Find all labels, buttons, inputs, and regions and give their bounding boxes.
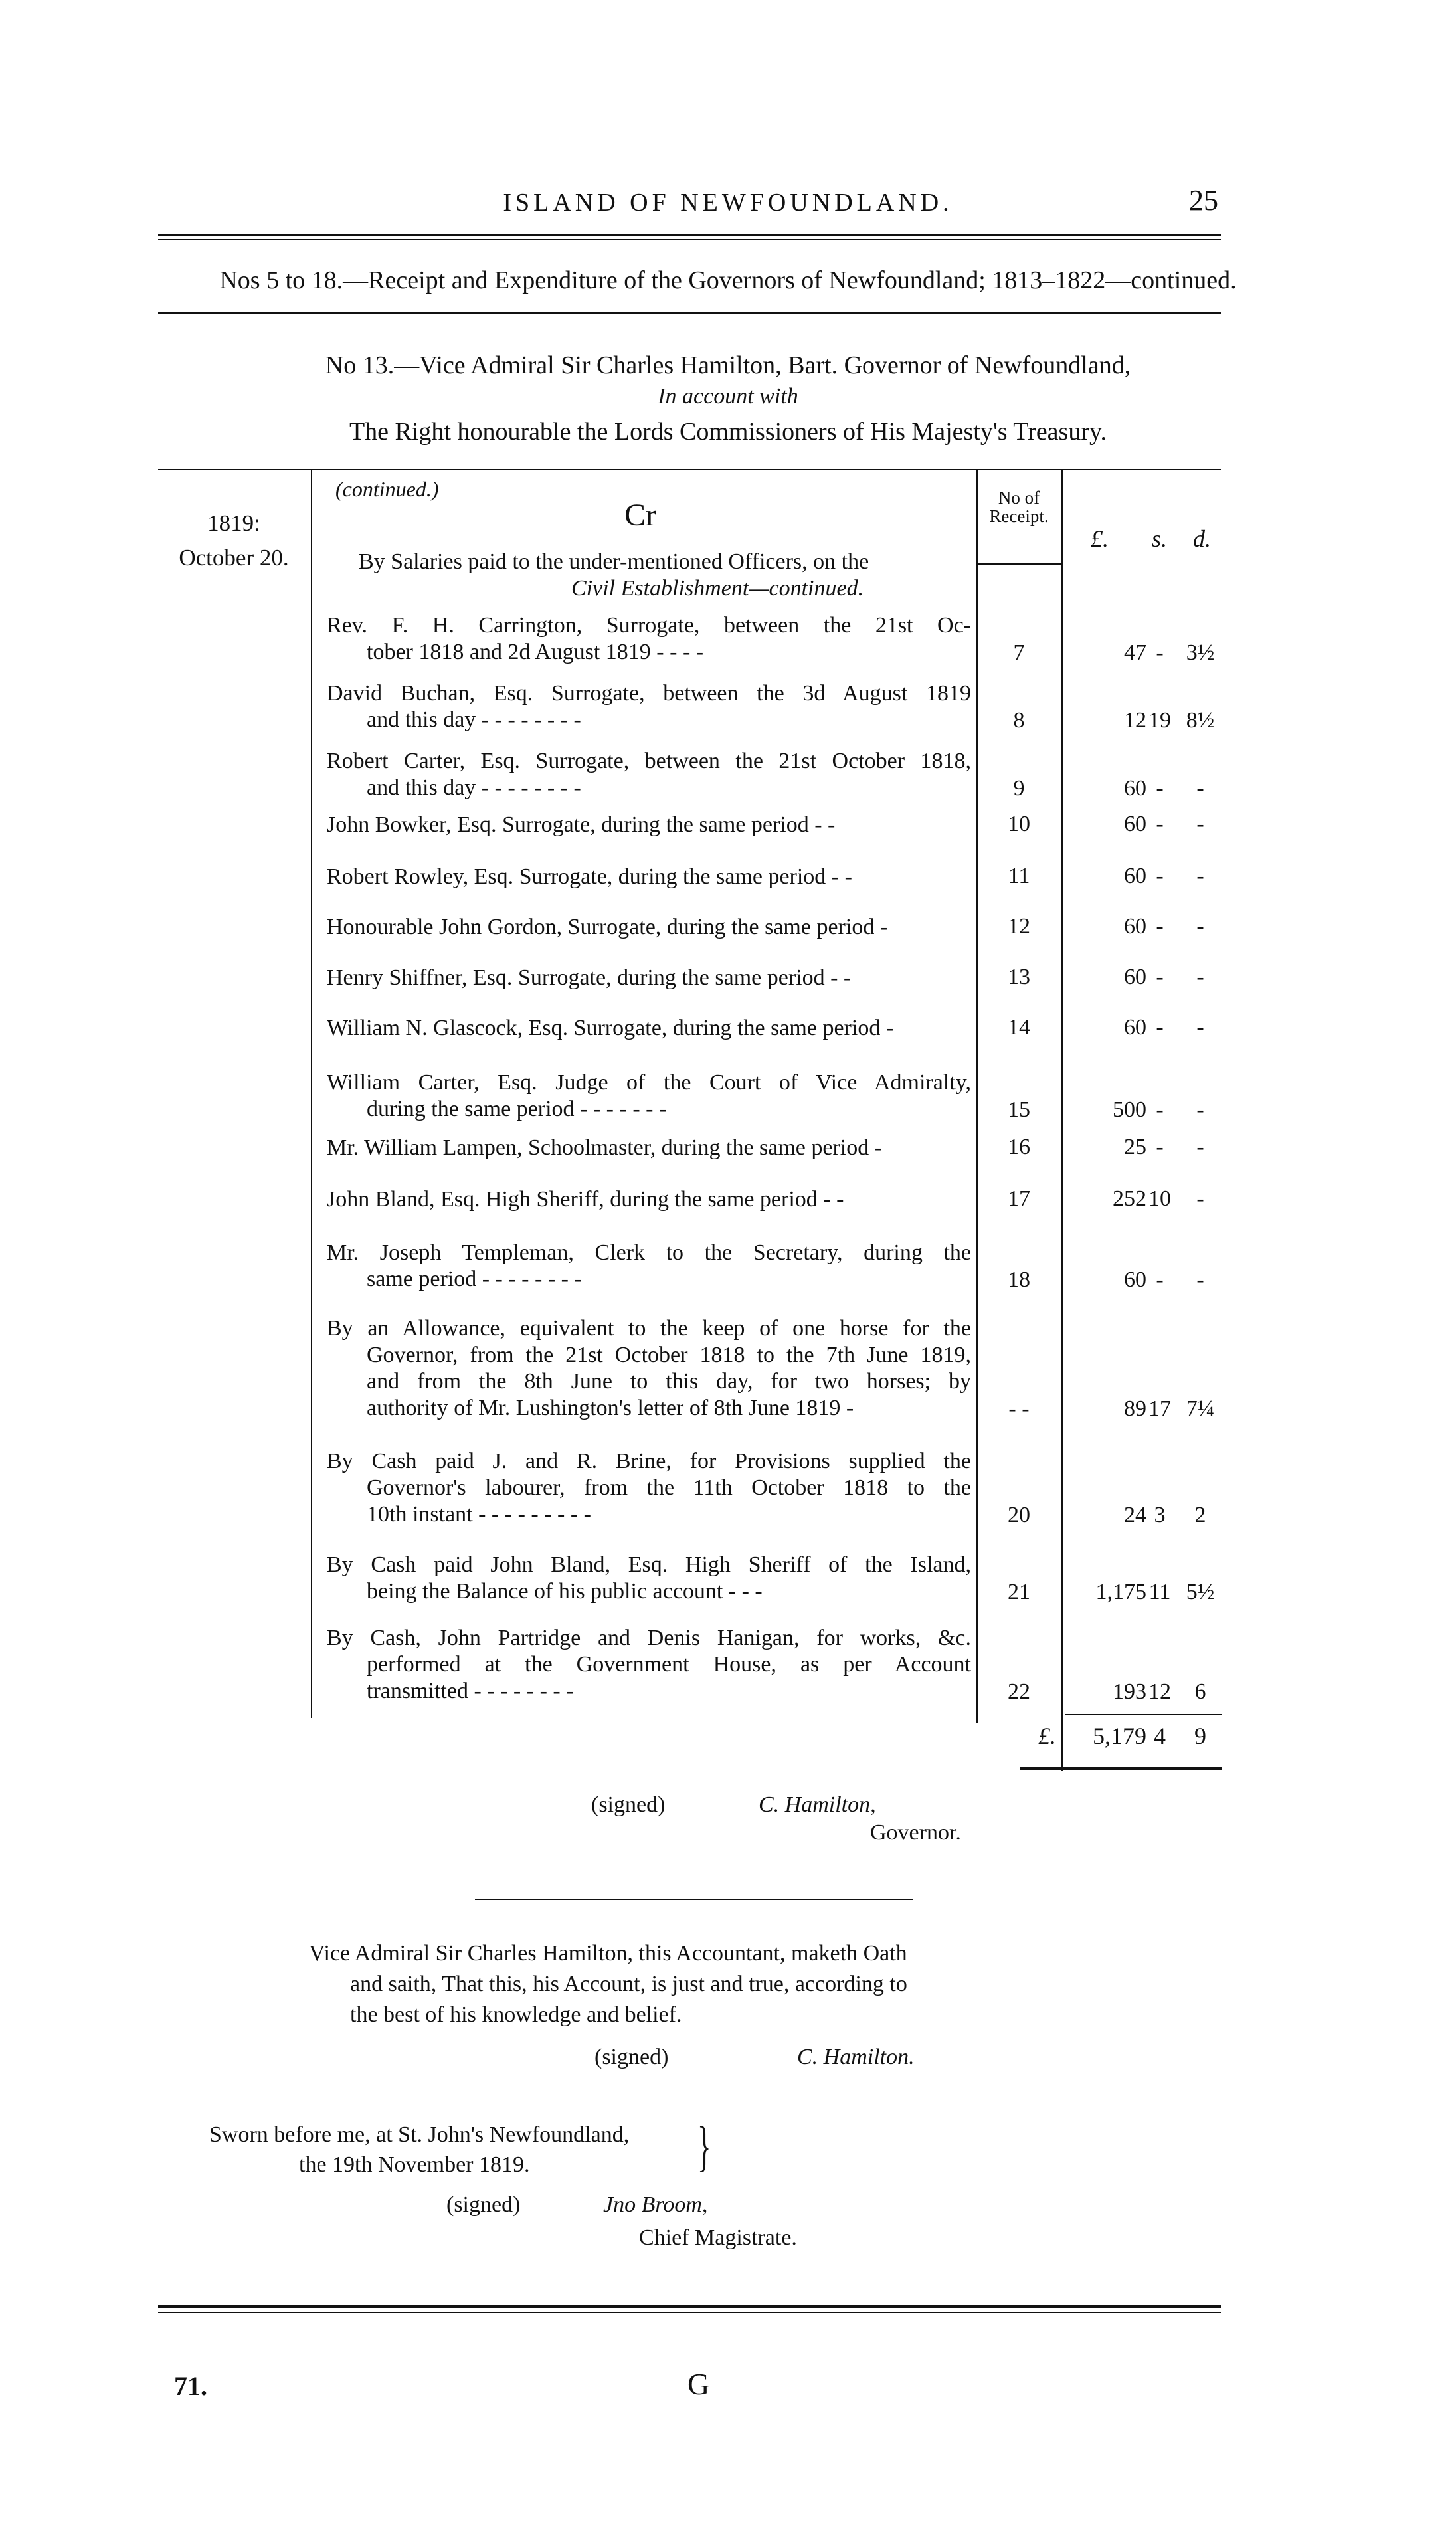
pence-header: d.	[1193, 525, 1211, 552]
amount-pounds: 12	[1124, 708, 1146, 733]
amount-shillings: 3	[1154, 1503, 1166, 1527]
receipt-number: 20	[1008, 1503, 1030, 1527]
ledger-row: John Bowker, Esq. Surrogate, during the same period - -	[327, 812, 836, 837]
amount-shillings: -	[1156, 812, 1164, 836]
header-rule-top	[158, 234, 1221, 236]
ledger-row: David Buchan, Esq. Surrogate, between the 3d August 1819 and this day - - - - - - - -	[327, 681, 971, 732]
amount-pence: 7¼	[1186, 1396, 1215, 1421]
amount-pounds: 60	[1124, 864, 1146, 888]
receipt-number: 14	[1008, 1015, 1030, 1040]
ledger-row: Mr. Joseph Templeman, Clerk to the Secretary, during the same period - - - - - - - -	[327, 1240, 971, 1291]
amount-shillings: -	[1156, 640, 1164, 665]
oath-line: the best of his knowledge and belief.	[350, 2002, 682, 2027]
amount-pounds: 24	[1124, 1503, 1146, 1527]
credit-heading: Cr	[624, 498, 656, 533]
ledger-row: By Cash, John Partridge and Denis Hanigan, for works, &c. performed at the Government House, as per Account transmitted - - - - - - - -	[327, 1626, 971, 1703]
amount-pounds: 500	[1113, 1097, 1146, 1122]
receipt-number: 12	[1008, 914, 1030, 939]
receipt-column-rule-right	[1061, 469, 1063, 1771]
receipt-header-rule	[976, 563, 1063, 565]
amount-pence: -	[1196, 1135, 1204, 1159]
date-column-rule	[311, 469, 312, 1718]
amount-pence: 2	[1194, 1503, 1206, 1527]
receipt-number: 21	[1008, 1580, 1030, 1604]
amount-shillings: -	[1156, 1097, 1164, 1122]
entry-date: October 20.	[179, 545, 289, 571]
ledger-row: William N. Glascock, Esq. Surrogate, during the same period -	[327, 1016, 894, 1040]
ledger-row: William Carter, Esq. Judge of the Court of Vice Admiralty, during the same period - - - - - - -	[327, 1070, 971, 1121]
amount-pounds: 193	[1113, 1679, 1146, 1704]
amount-shillings: -	[1156, 1268, 1164, 1292]
ledger-row: Robert Carter, Esq. Surrogate, between the 21st October 1818, and this day - - - - - - - -	[327, 749, 971, 800]
subtitle: Nos 5 to 18.—Receipt and Expenditure of the Governors of Newfoundland; 1813–1822—continued.	[219, 266, 1237, 294]
pounds-header: £.	[1091, 525, 1109, 552]
amount-shillings: -	[1156, 1135, 1164, 1159]
ledger-row: By Cash paid John Bland, Esq. High Sheriff of the Island, being the Balance of his public account - - -	[327, 1553, 971, 1604]
running-title: ISLAND OF NEWFOUNDLAND.	[503, 189, 953, 217]
header-rule-bottom	[158, 239, 1221, 240]
amount-pence: -	[1196, 1015, 1204, 1040]
total-label: £.	[1038, 1723, 1056, 1749]
receipt-number: 11	[1008, 864, 1030, 888]
amount-shillings: 19	[1148, 708, 1171, 733]
receipt-number: 18	[1008, 1268, 1030, 1292]
amount-pounds: 60	[1124, 812, 1146, 836]
amount-pence: -	[1196, 776, 1204, 801]
receipt-column-rule-left	[976, 469, 978, 1723]
amount-pounds: 60	[1124, 1015, 1146, 1040]
sworn-line2: the 19th November 1819.	[299, 2152, 530, 2177]
page-number: 25	[1189, 184, 1218, 217]
oath-signature: C. Hamilton.	[797, 2045, 915, 2069]
footer-rule-bottom	[158, 2312, 1221, 2313]
account-treasury: The Right honourable the Lords Commissioners of His Majesty's Treasury.	[349, 418, 1107, 446]
amount-pence: -	[1196, 1268, 1204, 1292]
amount-shillings: -	[1156, 965, 1164, 989]
amount-shillings: 11	[1148, 1580, 1171, 1604]
amount-pounds: 60	[1124, 1268, 1146, 1292]
governor-signature: C. Hamilton,	[759, 1792, 876, 1817]
salaries-intro: By Salaries paid to the under-mentioned Officers, on the Civil Establishment—continued.	[359, 549, 869, 601]
continued-label: (continued.)	[335, 477, 439, 501]
amount-pence: 8½	[1186, 708, 1215, 733]
ledger-row: Henry Shiffner, Esq. Surrogate, during the same period - -	[327, 965, 852, 990]
amount-pounds: 60	[1124, 914, 1146, 939]
amount-pence: -	[1196, 914, 1204, 939]
ledger-row: Robert Rowley, Esq. Surrogate, during the same period - -	[327, 864, 852, 889]
ledger-row: Mr. William Lampen, Schoolmaster, during the same period -	[327, 1135, 883, 1160]
receipt-number: 17	[1008, 1186, 1030, 1211]
amount-pounds: 89	[1124, 1396, 1146, 1421]
receipt-number: 13	[1008, 965, 1030, 989]
amount-pounds: 25	[1124, 1135, 1146, 1159]
receipt-number: 22	[1008, 1679, 1030, 1704]
ledger-row: By Cash paid J. and R. Brine, for Provisions supplied the Governor's labourer, from the 11th October 1818 to the 10th instant - - - - - - - - -	[327, 1449, 971, 1527]
amount-shillings: -	[1156, 914, 1164, 939]
amount-pounds: 60	[1124, 776, 1146, 801]
receipt-number: - -	[1008, 1396, 1030, 1421]
total-shillings: 4	[1154, 1723, 1166, 1749]
receipt-number: 8	[1013, 708, 1025, 733]
shillings-header: s.	[1152, 525, 1168, 552]
amount-pence: -	[1196, 965, 1204, 989]
total-double-rule	[1020, 1767, 1222, 1770]
account-title: No 13.—Vice Admiral Sir Charles Hamilton, Bart. Governor of Newfoundland,	[325, 351, 1131, 379]
amount-shillings: -	[1156, 1015, 1164, 1040]
account-in-account-with: In account with	[658, 384, 798, 409]
magistrate-signature: Jno Broom,	[603, 2192, 708, 2217]
amount-pence: -	[1196, 864, 1204, 888]
magistrate-title: Chief Magistrate.	[639, 2225, 797, 2250]
oath-text	[309, 1938, 1026, 2030]
signed-label: (signed)	[591, 1792, 666, 1817]
receipt-number: 10	[1008, 812, 1030, 836]
total-pence: 9	[1194, 1723, 1206, 1749]
footer-number: 71.	[174, 2371, 207, 2401]
amount-shillings: -	[1156, 776, 1164, 801]
ledger-row: Honourable John Gordon, Surrogate, during the same period -	[327, 915, 888, 939]
sworn-line1: Sworn before me, at St. John's Newfoundland,	[209, 2122, 630, 2147]
amount-pounds: 47	[1124, 640, 1146, 665]
amount-shillings: -	[1156, 864, 1164, 888]
amount-pounds: 1,175	[1095, 1580, 1146, 1604]
amount-pence: 5½	[1186, 1580, 1215, 1604]
amount-pounds: 252	[1113, 1186, 1146, 1211]
receipt-number: 9	[1013, 776, 1025, 801]
receipt-number: 7	[1013, 640, 1025, 665]
receipt-number: 15	[1008, 1097, 1030, 1122]
oath-line: and saith, That this, his Account, is just and true, according to	[350, 1972, 907, 1996]
receipt-number-header	[980, 488, 1057, 525]
ledger-row: Rev. F. H. Carrington, Surrogate, between the 21st Oc- tober 1818 and 2d August 1819 - - - -	[327, 613, 971, 664]
section-divider	[475, 1899, 913, 1900]
amount-pence: -	[1196, 812, 1204, 836]
entry-year: 1819:	[207, 510, 260, 536]
receipt-header-line1: No of	[998, 488, 1040, 508]
ledger-row: John Bland, Esq. High Sheriff, during the same period - -	[327, 1187, 844, 1212]
governor-title: Governor.	[870, 1820, 961, 1845]
magistrate-signed-label: (signed)	[446, 2192, 521, 2217]
amount-pence: -	[1196, 1097, 1204, 1122]
footer-rule-top	[158, 2305, 1221, 2308]
ledger-row: By an Allowance, equivalent to the keep of one horse for the Governor, from the 21st October 1818 to the 7th June 1819, and from the 8th June to this day, for two horses; by authority of Mr. Lushington's letter of 8th June 1819 -	[327, 1316, 971, 1420]
amount-shillings: 12	[1148, 1679, 1171, 1704]
amount-pence: 3½	[1186, 640, 1215, 665]
oath-line: Vice Admiral Sir Charles Hamilton, this Accountant, maketh Oath	[309, 1941, 907, 1966]
amount-pence: 6	[1194, 1679, 1206, 1704]
receipt-header-line2: Receipt.	[989, 506, 1049, 526]
footer-signature-mark: G	[687, 2367, 710, 2401]
receipt-number: 16	[1008, 1135, 1030, 1159]
total-rule	[1065, 1714, 1222, 1715]
brace-mark: }	[697, 2116, 711, 2178]
amount-shillings: 17	[1148, 1396, 1171, 1421]
amount-pounds: 60	[1124, 965, 1146, 989]
oath-signed-label: (signed)	[594, 2045, 669, 2069]
amount-pence: -	[1196, 1186, 1204, 1211]
amount-shillings: 10	[1148, 1186, 1171, 1211]
subtitle-rule	[158, 312, 1221, 314]
total-pounds: 5,179	[1093, 1723, 1146, 1749]
